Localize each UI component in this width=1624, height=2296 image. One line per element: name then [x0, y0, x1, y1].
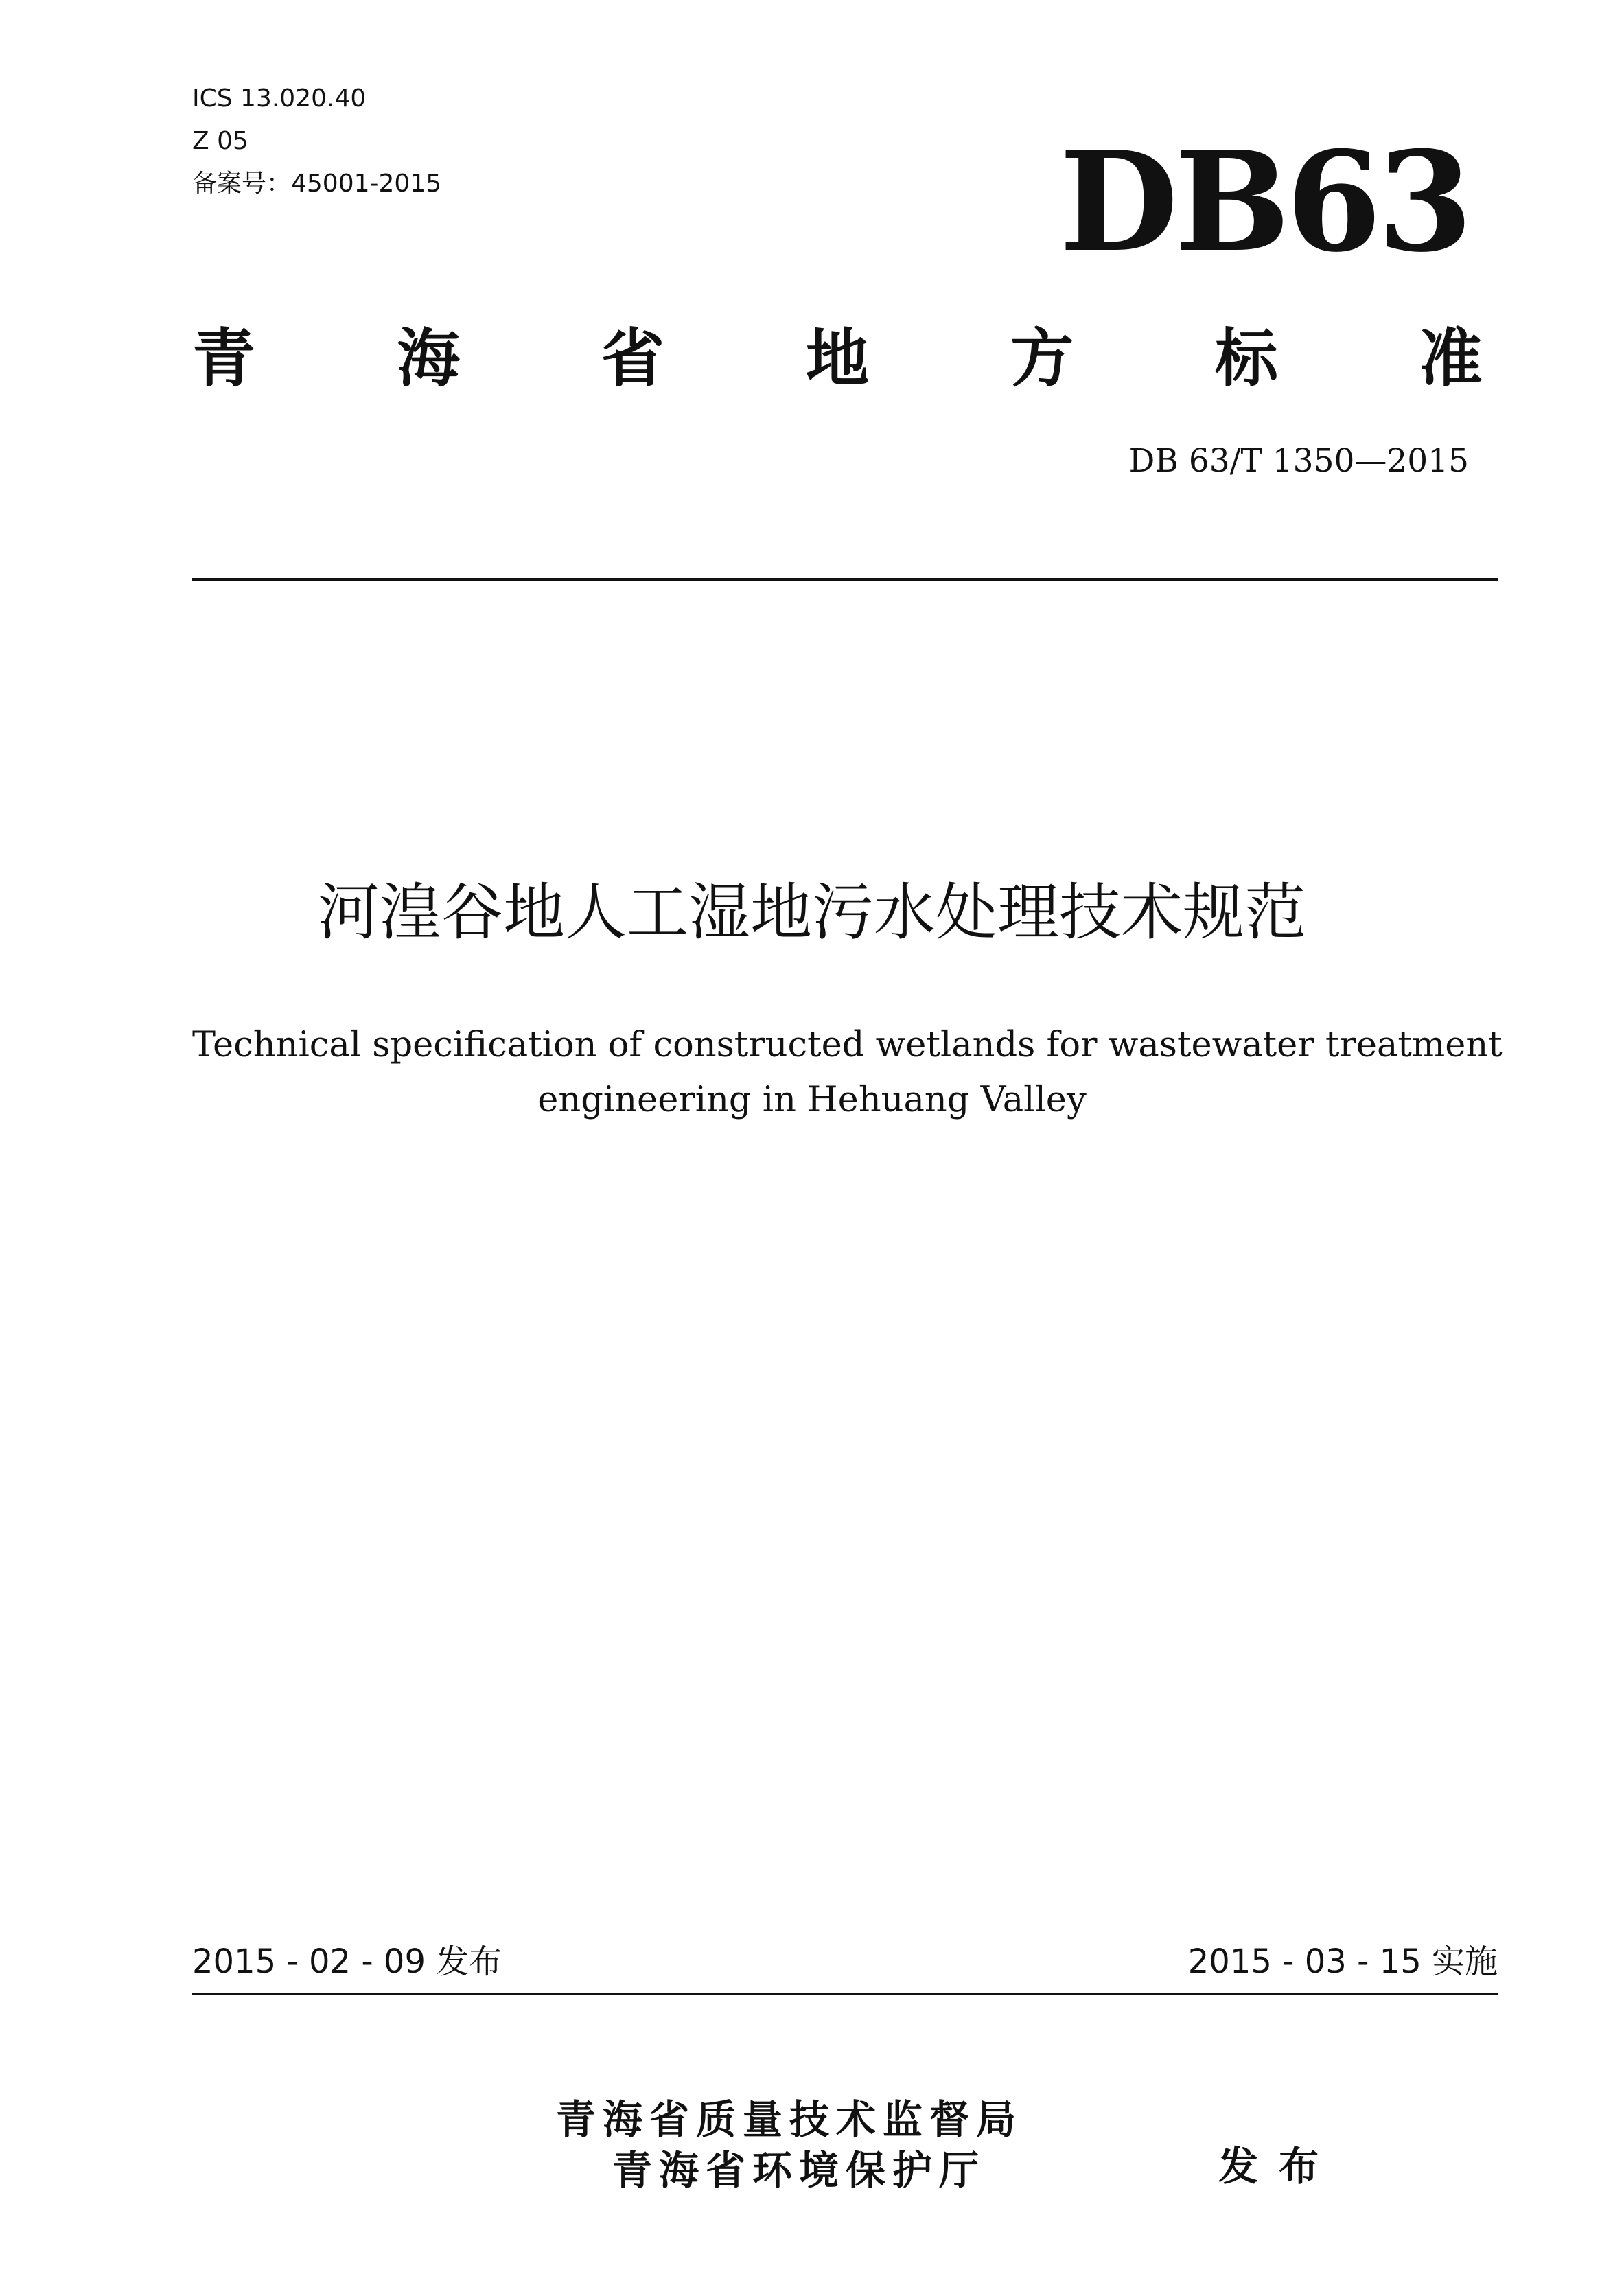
standard-type-char: 地 [805, 322, 869, 395]
document-title-chinese: 河湟谷地人工湿地污水处理技术规范 [318, 877, 1306, 949]
issuer-quality-bureau: 青海省质量技术监督局 [556, 2096, 1023, 2143]
classification-code: Z 05 [192, 127, 248, 155]
document-title-english-line-1: Technical specification of constructed wetlands for wastewater treatment [192, 1025, 1503, 1065]
standard-type-char: 青 [192, 322, 256, 395]
filing-number: 备案号：45001-2015 [192, 170, 442, 198]
standard-type-char: 方 [1010, 322, 1074, 395]
issuer-environment-department: 青海省环境保护厅 [612, 2147, 986, 2194]
db63-logo: DB63 [1059, 121, 1469, 283]
implementation-date: 2015 - 03 - 15 实施 [1187, 1943, 1498, 1981]
standard-type-char: 标 [1214, 322, 1278, 395]
standard-type-heading [192, 321, 1483, 397]
issue-label: 发布 [1218, 2143, 1340, 2190]
footer-divider [192, 1993, 1498, 1995]
standard-type-char: 海 [396, 322, 460, 395]
standard-type-char: 省 [601, 322, 664, 395]
header-divider [192, 578, 1498, 581]
standard-number: DB 63/T 1350—2015 [1128, 442, 1469, 480]
ics-code: ICS 13.020.40 [192, 84, 367, 113]
standard-type-char: 准 [1419, 322, 1483, 395]
document-title-english-line-2: engineering in Hehuang Valley [537, 1080, 1087, 1120]
release-date: 2015 - 02 - 09 发布 [192, 1943, 502, 1981]
